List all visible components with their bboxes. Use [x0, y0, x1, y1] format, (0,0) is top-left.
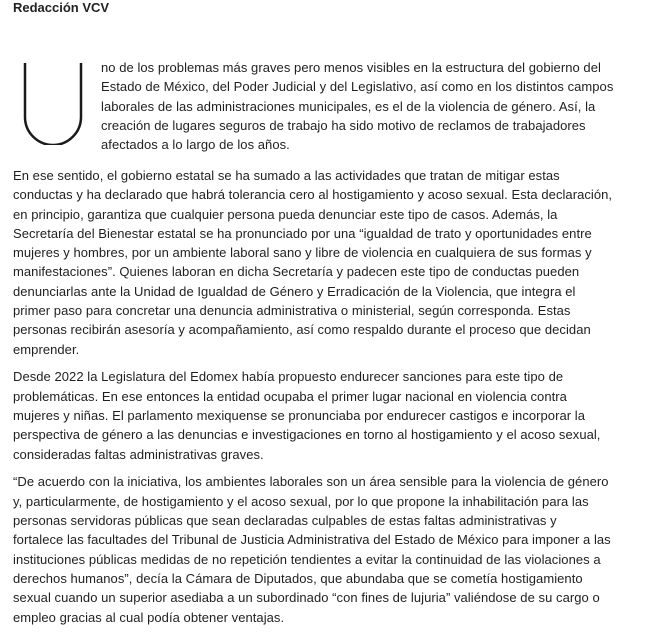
text-line: “De acuerdo con la iniciativa, los ambientes laborales son un área sensible para la violencia de género [13, 474, 609, 490]
lead-line: no de los problemas más graves pero menos visibles en la estructura del gobierno del [101, 60, 601, 75]
text-line: primer paso para concretar una denuncia administrativa o ministerial, según corresponda. Estas [13, 303, 571, 319]
text-line: problemáticas. En ese entonces la entidad ocupaba el primer lugar nacional en violencia contra [13, 388, 567, 404]
text-line: empleo gracias al cual podía obtener ventajas. [13, 609, 285, 625]
paragraph-legislature-proposal [13, 367, 641, 463]
text-line: mujeres y niñas. El parlamento mexiquense se pronunciaba por endurecer castigos e incorporar la [13, 408, 586, 424]
lead-text [101, 58, 641, 154]
paragraph-initiative-quote [13, 472, 641, 626]
text-line: en principio, garantiza que cualquier persona pueda denunciar este tipo de casos. Además, la [13, 206, 558, 222]
lead-line: afectados a lo largo de los años. [101, 137, 290, 153]
text-line: sexual cuando un superior asediaba a un subordinado “con fines de lujuria” valiéndose de su cargo o [13, 590, 600, 606]
text-line: conductas y ha declarado que habrá tolerancia cero al hostigamiento y acoso sexual. Esta declaración, [13, 187, 613, 203]
article-body [13, 58, 641, 635]
text-line: mujeres y hombres, por un ambiente laboral sano y libre de violencia en cualquiera de sus formas y [13, 245, 592, 261]
article-byline: Redacción VCV [13, 0, 110, 15]
lead-line: laborales de las administraciones municipales, es el de la violencia de género. Así, la [101, 98, 596, 114]
text-line: emprender. [13, 341, 80, 357]
text-line: personas servidoras públicas que sean declaradas culpables de estas faltas administrativas y [13, 513, 557, 529]
text-line: consideradas faltas administrativas graves. [13, 446, 264, 462]
paragraph-government-response [13, 166, 641, 359]
lead-line: creación de lugares seguros de trabajo ha sido motivo de reclamos de trabajadores [101, 117, 586, 133]
text-line: y, particularmente, de hostigamiento y el acoso sexual, por lo que propone la inhabilitación para las [13, 493, 589, 509]
text-line: denunciarlas ante la Unidad de Igualdad de Género y Erradicación de la Violencia, que integra el [13, 283, 576, 299]
text-line: perspectiva de género a las denuncias e investigaciones en torno al hostigamiento y el acoso sexual, [13, 427, 601, 443]
drop-cap-letter [23, 61, 83, 145]
lead-line: Estado de México, del Poder Judicial y del Legislativo, así como en los distintos campos [101, 79, 614, 95]
lead-paragraph [13, 58, 641, 158]
text-line: Desde 2022 la Legislatura del Edomex había propuesto endurecer sanciones para este tipo de [13, 369, 564, 385]
text-line: derechos humanos”, decía la Cámara de Diputados, que abundaba que se cometía hostigamiento [13, 570, 583, 586]
text-line: Secretaría del Bienestar estatal se ha pronunciado por una “igualdad de trato y oportunidades entre [13, 225, 592, 241]
text-line: personas recibirán asesoría y acompañamiento, así como respaldo durante el proceso que decidan [13, 322, 591, 338]
text-line: instituciones públicas medidas de no repetición tendientes a evitar la continuidad de las violaciones a [13, 551, 601, 567]
text-line: fortalece las facultades del Tribunal de Justicia Administrativa del Estado de México para imponer a las [13, 532, 611, 548]
text-line: manifestaciones”. Quienes laboran en dicha Secretaría y padecen este tipo de conductas pueden [13, 264, 580, 280]
text-line: En ese sentido, el gobierno estatal se ha sumado a las actividades que tratan de mitigar estas [13, 168, 560, 183]
